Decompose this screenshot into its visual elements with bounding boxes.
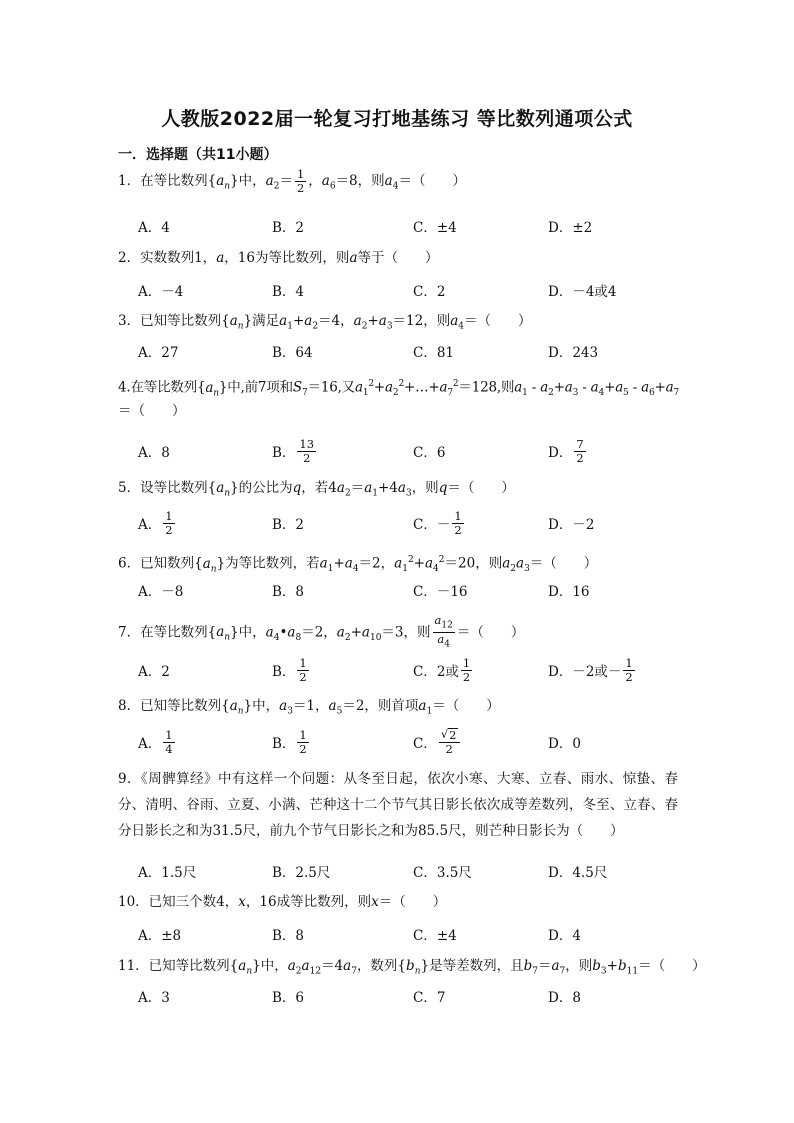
option-b[interactable]: B． $\frac{1}{2}$ [272,727,307,756]
option-a[interactable]: A．3 [138,990,170,1006]
options-q5 [138,509,698,537]
option-a[interactable]: A． $\frac{1}{4}$ [138,727,173,756]
option-a[interactable]: A．－4 [138,284,184,300]
question-3: 3．已知等比数列$\{a_n\}$满足$a_1+a_2=4$，$a_2+a_3=12$，则$a_4=$（ ） [118,313,532,332]
option-d[interactable]: D．16 [548,584,590,600]
option-a[interactable]: A． $\frac{1}{2}$ [138,508,173,537]
option-c[interactable]: C．3.5尺 [413,865,472,881]
option-b-label: B． [272,736,296,752]
option-b[interactable]: B． $\frac{1}{2}$ [272,655,307,684]
question-2: 2．实数数列1，a，16为等比数列，则a等于（ ） [118,250,439,266]
option-c[interactable]: C． √ 2 2 [413,728,462,756]
option-b[interactable]: B．8 [272,584,305,600]
option-a[interactable]: A．2 [138,664,170,680]
options-q6 [138,576,698,604]
option-c[interactable]: C．±4 [413,220,457,236]
options-q1 [138,212,698,240]
option-b-label: B． [272,664,296,680]
question-9: 9．《周髀算经》中有这样一个问题：从冬至日起，依次小寒、大寒、立春、雨水、惊蛰、春分、清明、谷雨、立夏、小满、芒种这十二个节气其日影长依次成等差数列，冬至、立春、春分日影长之和为31.5尺，前九个节气日影长之和为85.5尺，则芒种日影长为（ ） [118,771,678,839]
option-c[interactable]: C．6 [413,445,446,461]
option-b-label: B． [272,445,296,461]
option-d[interactable]: D．243 [548,345,599,361]
question-7: 7．在等比数列$\{a_n\}$中，$a_4•a_8=2$，$a_2+a_{10}=3$，则 $\frac{a_{12}}{a_4}$ ＝（ ） [118,613,525,650]
option-d[interactable]: D．－4或4 [548,284,617,300]
question-1: 1．在等比数列$\{a_n\}$中，$a_2=$ $\frac{1}{2}$ ，$a_6=8$，则$a_4=$（ ） [118,167,466,195]
option-d[interactable]: D．0 [548,736,581,752]
question-5: 5．设等比数列$\{a_n\}$的公比为q，若$4a_2=a_1+4a_3$，则q＝（ ） [118,480,515,499]
question-6: 6．已知数列$\{a_n\}$为等比数列，若$a_1+a_4=2$，$a_1^2+a_4^2=20$，则$a_2a_3=$（ ） [118,555,598,575]
option-b[interactable]: B． $\frac{13}{2}$ [272,436,315,465]
options-q10 [138,920,698,948]
options-q3 [138,337,698,365]
option-d[interactable]: D．4 [548,928,581,944]
options-q11 [138,982,698,1010]
option-c-label: C． [413,736,437,752]
options-q4 [138,437,698,465]
options-q9 [138,857,698,885]
option-d-label: D． [548,445,573,461]
options-q2 [138,276,698,304]
option-c-label: C．－ [413,517,451,533]
option-c[interactable]: C．－16 [413,584,468,600]
question-10: 10．已知三个数4，x，16成等比数列，则x＝（ ） [118,894,447,910]
option-a[interactable]: A．±8 [138,928,182,944]
option-b[interactable]: B．2.5尺 [272,865,331,881]
option-b[interactable]: B．4 [272,284,305,300]
question-11: 11．已知等比数列$\{a_n\}$中，$a_2a_{12}=4a_7$，数列$\{b_n\}$是等差数列，且$b_7=a_7$，则$b_3+b_{11}=$（ ） [118,958,706,977]
question-4: 4.在等比数列$\{a_n\}$中,前7项和$S_7=16$,又$a_1^2+a_2^2+\dots+a_7^2=128$,则$a_1 - a_2+a_3 - a_4+a_5 - a_6+a_7$ [118,379,680,399]
option-d[interactable]: D．4.5尺 [548,865,608,881]
option-b[interactable]: B．8 [272,928,305,944]
option-c-label: C．2或 [413,664,459,680]
option-d[interactable]: D．±2 [548,220,593,236]
options-q7 [138,656,698,684]
option-d[interactable]: D． $\frac{7}{2}$ [548,436,584,465]
option-b[interactable]: B．2 [272,517,305,533]
option-a[interactable]: A．8 [138,445,170,461]
option-c[interactable]: C．81 [413,345,455,361]
option-b[interactable]: B．64 [272,345,313,361]
option-d-label: D．－2或－ [548,664,622,680]
option-a-label: A． [138,517,162,533]
option-c[interactable]: C．7 [413,990,446,1006]
option-d[interactable]: D．－2 [548,517,595,533]
option-b[interactable]: B．2 [272,220,305,236]
option-d[interactable]: D．－2或－ $\frac{1}{2}$ [548,655,633,684]
question-8: 8．已知等比数列$\{a_n\}$中，$a_3=1$，$a_5=2$，则首项$a_1=$（ ） [118,698,500,717]
option-a[interactable]: A．27 [138,345,179,361]
option-a[interactable]: A．4 [138,220,170,236]
option-a[interactable]: A．－8 [138,584,184,600]
option-c[interactable]: C．2 [413,284,446,300]
option-c[interactable]: C．2或 $\frac{1}{2}$ [413,655,471,684]
option-b[interactable]: B．6 [272,990,305,1006]
options-q8 [138,728,698,756]
option-c[interactable]: C．±4 [413,928,457,944]
option-a[interactable]: A．1.5尺 [138,865,197,881]
option-d[interactable]: D．8 [548,990,581,1006]
option-c[interactable]: C．－ $\frac{1}{2}$ [413,508,462,537]
question-4-cont: ＝（ ） [118,403,186,419]
option-a-label: A． [138,736,162,752]
section-heading: 一．选择题（共11小题） [118,147,278,163]
page-title: 人教版2022届一轮复习打地基练习 等比数列通项公式 [161,108,633,130]
